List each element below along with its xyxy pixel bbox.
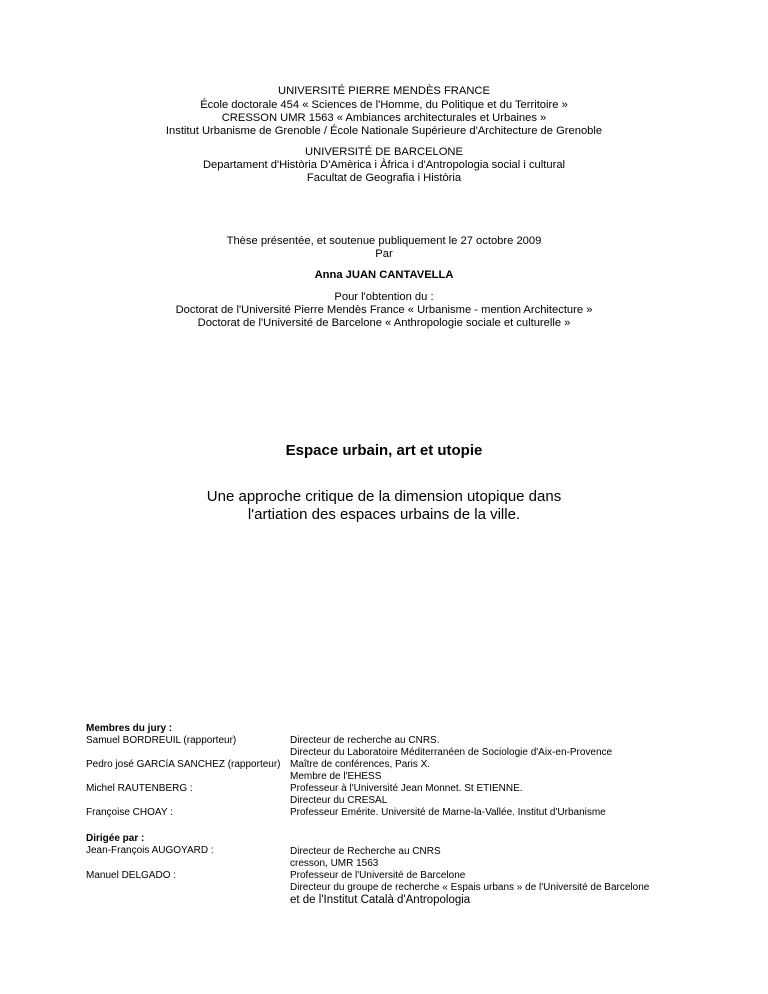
jury-member-role: Professeur à l'Université Jean Monnet. St ETIENNE.: [290, 783, 523, 794]
jury-member-role: Directeur du CRESAL: [290, 795, 388, 806]
university-barcelona: UNIVERSITÉ DE BARCELONE: [305, 146, 463, 158]
doctorate-grenoble: Doctorat de l'Université Pierre Mendès France « Urbanisme - mention Architecture »: [175, 304, 593, 316]
director-name: Manuel DELGADO :: [86, 870, 177, 881]
director-role: Directeur de Recherche au CNRS: [290, 846, 441, 857]
directed-heading: Dirigée par :: [86, 833, 145, 844]
barcelona-faculty: Facultat de Geografia i Història: [306, 172, 462, 184]
thesis-subtitle-line1: Une approche critique de la dimension utopique dans: [206, 488, 562, 505]
jury-member-name: Michel RAUTENBERG :: [86, 783, 193, 794]
thesis-title: Espace urbain, art et utopie: [285, 442, 483, 459]
jury-heading: Membres du jury :: [86, 723, 173, 734]
doctorate-barcelona: Doctorat de l'Université de Barcelone « Anthropologie sociale et culturelle »: [197, 317, 571, 329]
jury-member-role: Directeur du Laboratoire Méditerranéen de Sociologie d'Aix-en-Provence: [290, 747, 613, 758]
doctoral-school: École doctorale 454 « Sciences de l'Homme, du Politique et du Territoire »: [200, 99, 568, 111]
director-role: et de l'Institut Català d'Antropologia: [290, 894, 471, 906]
thesis-subtitle-line2: l'artiation des espaces urbains de la ville.: [247, 506, 521, 523]
director-role: Directeur du groupe de recherche « Espais urbans » de l'Université de Barcelone: [290, 882, 650, 893]
author-name: Anna JUAN CANTAVELLA: [314, 269, 454, 281]
jury-member-role: Directeur de recherche au CNRS.: [290, 735, 440, 746]
cresson-lab: CRESSON UMR 1563 « Ambiances architecturales et Urbaines »: [221, 112, 547, 124]
jury-member-name: Françoise CHOAY :: [86, 807, 173, 818]
institute-line: Institut Urbanisme de Grenoble / École Nationale Supérieure d'Architecture de Grenoble: [165, 125, 603, 137]
jury-member-name: Pedro josé GARCíA SANCHEZ (rapporteur): [86, 759, 281, 770]
jury-member-role: Maître de conférences, Paris X.: [290, 759, 431, 770]
jury-member-role: Membre de l'EHESS: [290, 771, 382, 782]
director-role: Professeur de l'Université de Barcelone: [290, 870, 466, 881]
director-name: Jean-François AUGOYARD :: [86, 845, 214, 856]
defense-line: Thèse présentée, et soutenue publiquement le 27 octobre 2009: [226, 235, 542, 247]
university-grenoble: UNIVERSITÉ PIERRE MENDÈS FRANCE: [278, 85, 490, 97]
jury-member-name: Samuel BORDREUIL (rapporteur): [86, 735, 237, 746]
par-line: Par: [375, 248, 393, 260]
barcelona-department: Departament d'Història D'Amèrica i Àfrica i d'Antropologia social i cultural: [202, 159, 566, 171]
director-role: cresson, UMR 1563: [290, 858, 379, 869]
obtain-line: Pour l'obtention du :: [334, 291, 434, 303]
jury-member-role: Professeur Emérite. Université de Marne-la-Vallée. Institut d'Urbanisme: [290, 807, 606, 818]
